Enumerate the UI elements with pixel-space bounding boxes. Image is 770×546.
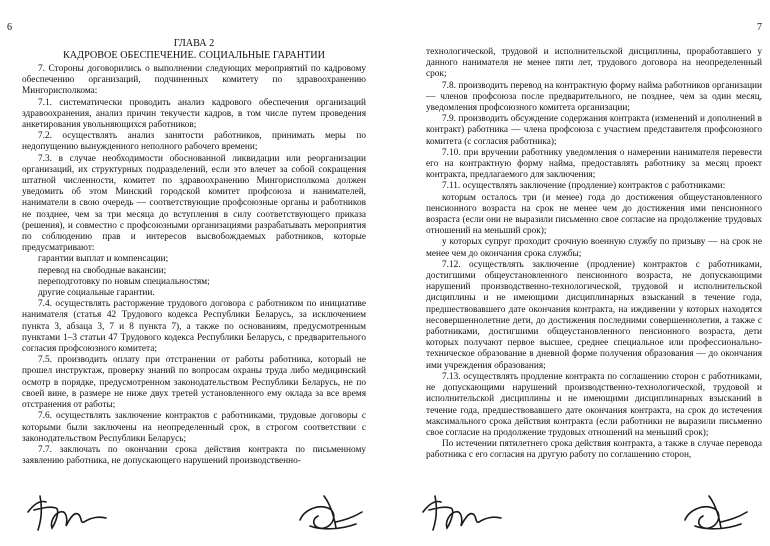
- list-item: гарантии выплат и компенсации;: [38, 254, 169, 265]
- signature-right: [290, 482, 370, 538]
- list-item: переподготовку по новым специальностям;: [38, 276, 210, 287]
- page-number: 6: [7, 22, 12, 33]
- paragraph: 7.9. производить обсуждение содержания контракта (изменений и дополнений в контракт) работника — члена профсоюза с участием представителя профсоюзного комитета (с согласия работника);: [426, 114, 762, 147]
- list-item: перевод на свободные вакансии;: [38, 265, 167, 276]
- paragraph: 7.3. в случае необходимости обоснованной ликвидации или реорганизации организаций, их структурных подразделений, если это влечет за собой сокращения штатной численности, комитет по здравоохранению Мингорисполкома должен уведомить об этом Минский городской комитет профсоюза и нанимателей, наниматели в свою очередь — соответствующие профсоюзные органы и работников не позднее, чем за три месяца до вступления в силу соответствующего приказа (решения), и совместно с профсоюзными организациями разрабатывать мероприятия по соблюдению прав и интересов высвобождаемых работников, которые предусматривают:: [22, 153, 366, 254]
- left-text-column: [22, 38, 366, 467]
- paragraph: технологической, трудовой и исполнительской дисциплины, проработавшего у данного нанимателя не менее пяти лет, трудового договора на неопределенный срок;: [426, 47, 762, 80]
- paragraph: 7.6. осуществлять заключение контрактов с работниками, трудовые договоры с которыми были заключены на неопределенный срок, в строгом соответствии с законодательством Республики Беларусь;: [22, 411, 366, 444]
- signature-block: [20, 482, 370, 538]
- signature-left: [415, 482, 505, 538]
- right-text-column: [426, 47, 762, 462]
- signature-left: [20, 482, 110, 538]
- page-number: 7: [757, 22, 762, 33]
- paragraph: 7.11. осуществлять заключение (продление) контрактов с работниками:: [442, 181, 726, 192]
- signature-block: [415, 482, 755, 538]
- paragraph: 7.7. заключать по окончании срока действия контракта по письменному заявлению работника, не допускающего нарушений производственно-: [22, 444, 366, 467]
- paragraph: 7.13. осуществлять продление контракта по соглашению сторон с работниками, не допускающими нарушений производственно-технологической, трудовой и исполнительской дисциплины и не имеющими дисциплинарных взысканий в течение года, предшествовавшего дате окончания контракта, на срок до истечения максимального срока действия контракта (если работники не выразили письменно свое согласие на продолжение трудовых отношений на меньший срок);: [426, 371, 762, 438]
- paragraph: По истечении пятилетнего срока действия контракта, а также в случае перевода работника с его согласия на другую работу по соглашению сторон,: [426, 439, 762, 461]
- chapter-label: ГЛАВА 2: [173, 38, 215, 49]
- paragraph: 7.8. производить перевод на контрактную форму найма работников организации — членов профсоюза после предварительного, не позднее, чем за один месяц, уведомления профсоюзного комитета организации;: [426, 80, 762, 114]
- paragraph: 7.2. осуществлять анализ занятости работников, принимать меры по недопущению вынужденного неполного рабочего времени;: [22, 131, 366, 153]
- chapter-title: КАДРОВОЕ ОБЕСПЕЧЕНИЕ. СОЦИАЛЬНЫЕ ГАРАНТИИ: [63, 50, 325, 61]
- paragraph: 7.4. осуществлять расторжение трудового договора с работником по инициативе нанимателя (статья 42 Трудового кодекса Республики Беларусь, за исключением пункта 3, абзаца 3, 7 и 8 пункта 7), а также по основаниям, предусмотренным пунктами 1–3 статьи 47 Трудового кодекса Республики Беларусь, с предварительного согласия профсоюзного комитета;: [22, 299, 366, 355]
- paragraph: 7.12. осуществлять заключение (продление) контрактов с работниками, достигшими общеустановленного пенсионного возраста, не допускающими нарушений производственно-технологической, трудовой и исполнительской дисциплины и не имеющими дисциплинарных взысканий в течение года, предшествовавшего дате окончания контракта, на иждивении у которых находятся несовершеннолетние дети, до достижения последними совершеннолетия, а также с работниками, достигшими общеустановленного пенсионного возраста, дети которых получают первое высшее, среднее специальное или профессионально-техническое образование в дневной форме получения образования — до окончания ими учреждения образования;: [426, 259, 762, 371]
- list-item: другие социальные гарантии.: [38, 288, 155, 299]
- list-item: у которых супруг проходит срочную военную службу по призыву — на срок не менее чем до окончания срока службы;: [426, 237, 762, 259]
- paragraph: 7.5. производить оплату при отстранении от работы работника, который не прошел инструктаж, проверку знаний по вопросам охраны труда либо медицинский осмотр в порядке, предусмотренном законодательством Республики Беларусь, не по своей вине, в размере не ниже двух третей установленного ему оклада за все время отстранения от работы;: [22, 355, 366, 411]
- paragraph: 7.10. при вручении работнику уведомления о намерении нанимателя перевести его на контрактную форму найма, предоставлять работнику за месяц проект контракта, предлагаемого для заключения;: [426, 147, 762, 181]
- signature-right: [675, 482, 755, 538]
- right-page: [385, 0, 770, 546]
- paragraph: 7.1. систематически проводить анализ кадрового обеспечения организаций здравоохранения, анализ причин текучести кадров, в том числе путем проведения анкетирования увольняющихся работников;: [22, 97, 366, 131]
- paragraph: 7. Стороны договорились о выполнении следующих мероприятий по кадровому обеспечению организаций, подчиненных комитету по здравоохранению Мингорисполкома:: [22, 64, 366, 97]
- list-item: которым осталось три (и менее) года до достижения общеустановленного пенсионного возраста на срок не менее чем до достижения ими пенсионного возраста (если они не выразили письменно свое согласие на продолжение трудовых отношений на меньший срок);: [426, 192, 762, 237]
